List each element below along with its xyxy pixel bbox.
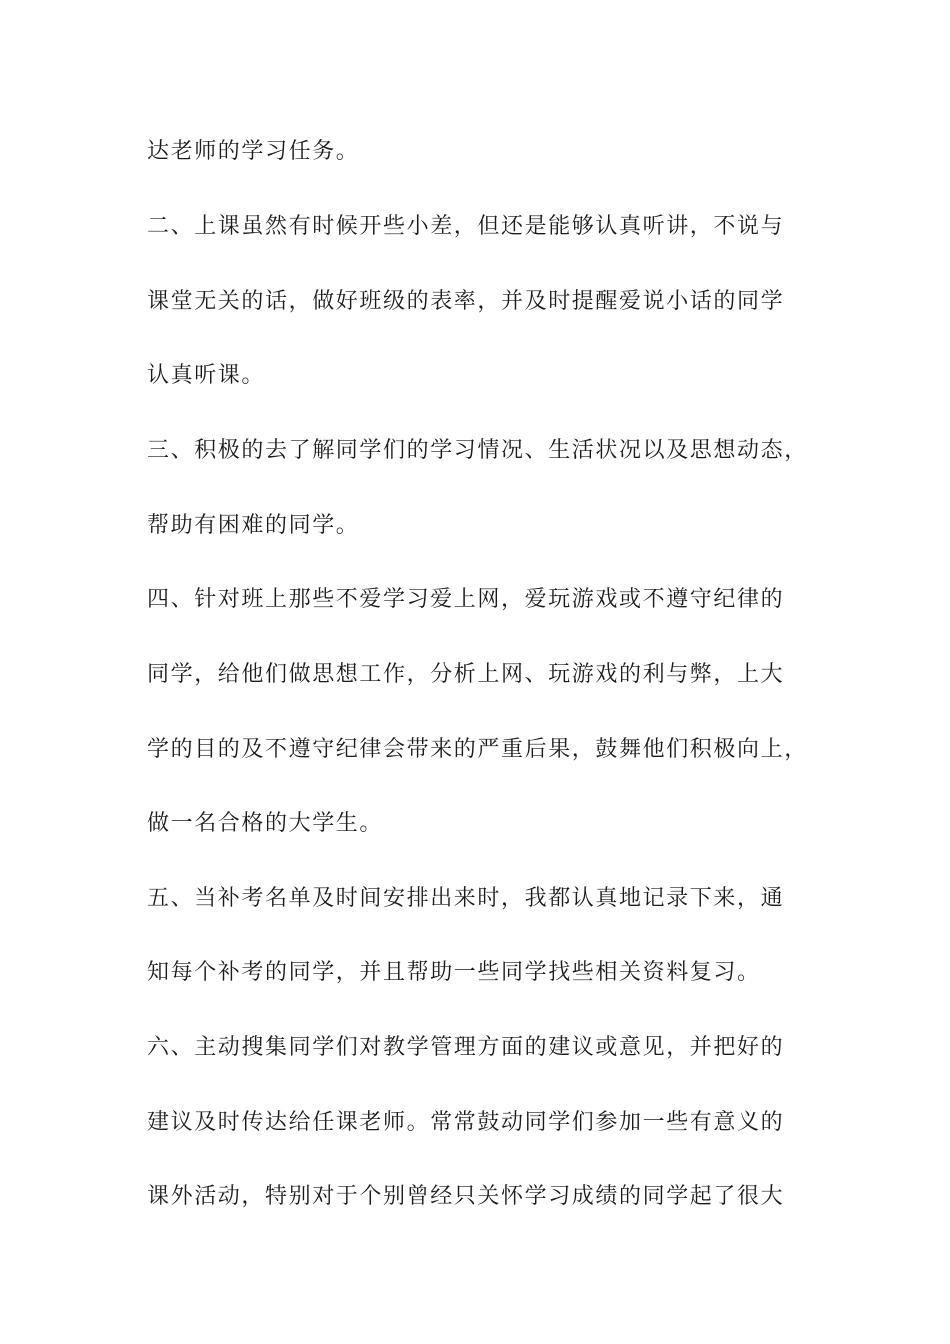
- text-line: 课外活动，特别对于个别曾经只关怀学习成绩的同学起了很大: [147, 1184, 785, 1209]
- text-line: 做一名合格的大学生。: [147, 811, 384, 836]
- text-line: 六、主动搜集同学们对教学管理方面的建议或意见，并把好的: [147, 1035, 785, 1060]
- text-line: 认真听课。: [147, 363, 266, 388]
- text-line: 达老师的学习任务。: [147, 139, 360, 164]
- text-line: 知每个补考的同学，并且帮助一些同学找些相关资料复习。: [147, 960, 761, 985]
- text-line: 学的目的及不遵守纪律会带来的严重后果，鼓舞他们积极向上，: [147, 737, 808, 762]
- text-line: 五、当补考名单及时间安排出来时，我都认真地记录下来，通: [147, 886, 785, 911]
- text-line: 三、积极的去了解同学们的学习情况、生活状况以及思想动态，: [147, 438, 808, 463]
- text-line: 建议及时传达给任课老师。常常鼓动同学们参加一些有意义的: [147, 1110, 785, 1135]
- text-line: 四、针对班上那些不爱学习爱上网，爱玩游戏或不遵守纪律的: [147, 587, 785, 612]
- text-line: 课堂无关的话，做好班级的表率，并及时提醒爱说小话的同学: [147, 289, 785, 314]
- text-line: 同学，给他们做思想工作，分析上网、玩游戏的利与弊，上大: [147, 662, 785, 687]
- text-line: 二、上课虽然有时候开些小差，但还是能够认真听讲，不说与: [147, 214, 785, 239]
- text-line: 帮助有困难的同学。: [147, 513, 360, 538]
